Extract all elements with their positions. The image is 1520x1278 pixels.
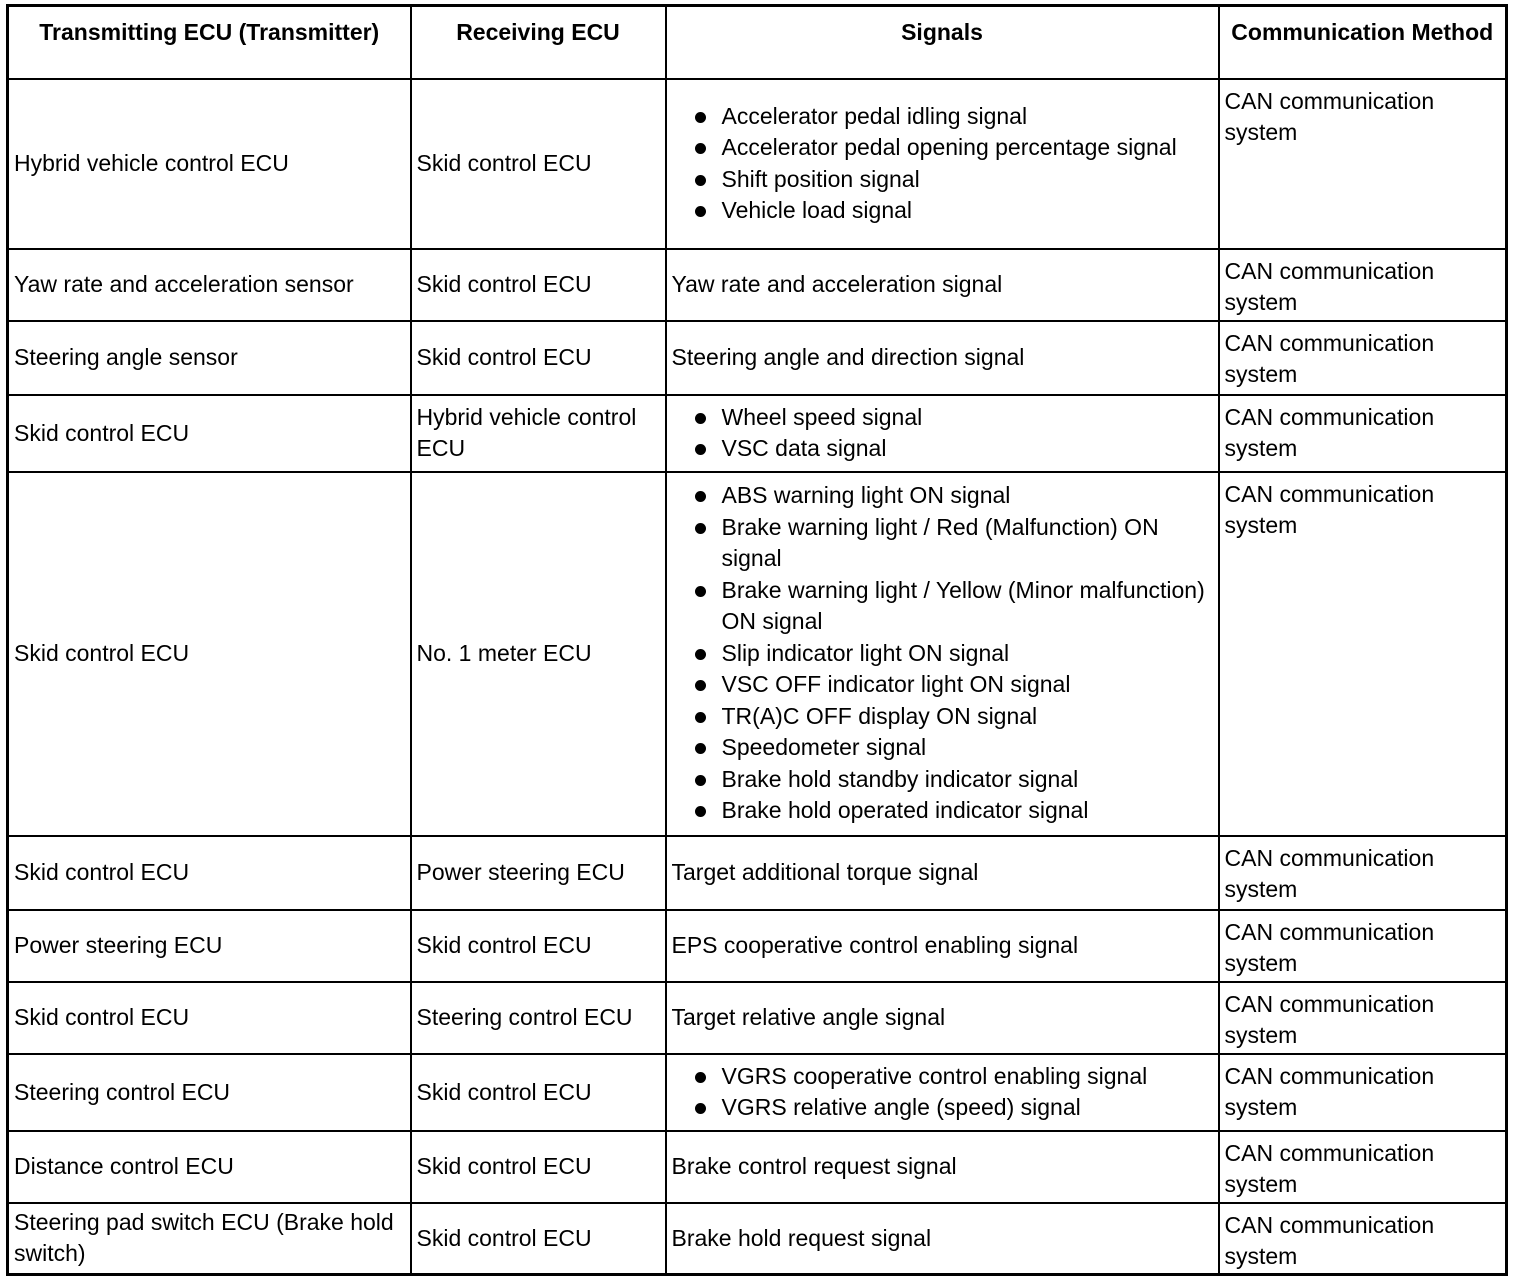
transmitter-cell: Distance control ECU	[8, 1131, 411, 1203]
signal-item: ABS warning light ON signal	[672, 480, 1213, 512]
method-cell: CAN communication system	[1219, 472, 1507, 836]
signal-item: TR(A)C OFF display ON signal	[672, 701, 1213, 733]
signal-item: VSC data signal	[672, 433, 1213, 465]
method-cell: CAN communication system	[1219, 321, 1507, 395]
table-row	[8, 1131, 1507, 1203]
transmitter-cell: Steering control ECU	[8, 1054, 411, 1131]
table-row	[8, 1054, 1507, 1131]
signal-item: Shift position signal	[672, 164, 1213, 196]
signal-list	[672, 95, 1213, 233]
method-cell: CAN communication system	[1219, 910, 1507, 982]
receiver-cell: Skid control ECU	[411, 1054, 666, 1131]
transmitter-cell: Power steering ECU	[8, 910, 411, 982]
receiver-cell: Hybrid vehicle control ECU	[411, 395, 666, 472]
header-transmitter: Transmitting ECU (Transmitter)	[8, 6, 411, 79]
receiver-cell: Steering control ECU	[411, 982, 666, 1054]
method-cell: CAN communication system	[1219, 982, 1507, 1054]
receiver-cell: Skid control ECU	[411, 321, 666, 395]
receiver-cell: Skid control ECU	[411, 1203, 666, 1275]
table-row	[8, 249, 1507, 321]
transmitter-cell: Skid control ECU	[8, 836, 411, 910]
receiver-cell: No. 1 meter ECU	[411, 472, 666, 836]
receiver-cell: Skid control ECU	[411, 79, 666, 249]
signal-item: VGRS cooperative control enabling signal	[672, 1061, 1213, 1093]
table-row	[8, 836, 1507, 910]
signals-cell: Brake control request signal	[666, 1131, 1219, 1203]
signal-item: VSC OFF indicator light ON signal	[672, 669, 1213, 701]
receiver-cell: Skid control ECU	[411, 1131, 666, 1203]
signals-cell: Yaw rate and acceleration signal	[666, 249, 1219, 321]
signals-cell: Target relative angle signal	[666, 982, 1219, 1054]
signal-item: Vehicle load signal	[672, 195, 1213, 227]
signal-item: Slip indicator light ON signal	[672, 638, 1213, 670]
receiver-cell: Skid control ECU	[411, 249, 666, 321]
header-receiver: Receiving ECU	[411, 6, 666, 79]
signal-item: VGRS relative angle (speed) signal	[672, 1092, 1213, 1124]
signal-item: Speedometer signal	[672, 732, 1213, 764]
signals-cell	[666, 79, 1219, 249]
signal-list	[672, 1055, 1213, 1130]
transmitter-cell: Hybrid vehicle control ECU	[8, 79, 411, 249]
table-row	[8, 1203, 1507, 1275]
document-page	[6, 4, 1508, 1276]
signal-item: Brake hold operated indicator signal	[672, 795, 1213, 827]
signals-cell: Target additional torque signal	[666, 836, 1219, 910]
receiver-cell: Power steering ECU	[411, 836, 666, 910]
table-row	[8, 982, 1507, 1054]
method-cell: CAN communication system	[1219, 79, 1507, 249]
method-cell: CAN communication system	[1219, 395, 1507, 472]
table-row	[8, 910, 1507, 982]
method-cell: CAN communication system	[1219, 1131, 1507, 1203]
table-row	[8, 472, 1507, 836]
table-row	[8, 79, 1507, 249]
method-cell: CAN communication system	[1219, 836, 1507, 910]
table-row	[8, 321, 1507, 395]
signal-list	[672, 474, 1213, 833]
signal-list	[672, 396, 1213, 471]
header-method: Communication Method	[1219, 6, 1507, 79]
signals-cell: Steering angle and direction signal	[666, 321, 1219, 395]
signal-item: Brake warning light / Yellow (Minor malfunction) ON signal	[672, 575, 1213, 638]
ecu-communication-table	[6, 4, 1508, 1276]
signals-cell: EPS cooperative control enabling signal	[666, 910, 1219, 982]
signal-item: Accelerator pedal opening percentage signal	[672, 132, 1213, 164]
table-body	[8, 79, 1507, 1275]
transmitter-cell: Skid control ECU	[8, 395, 411, 472]
signals-cell	[666, 395, 1219, 472]
signal-item: Wheel speed signal	[672, 402, 1213, 434]
signal-item: Brake hold standby indicator signal	[672, 764, 1213, 796]
header-signals: Signals	[666, 6, 1219, 79]
signals-cell	[666, 472, 1219, 836]
transmitter-cell: Yaw rate and acceleration sensor	[8, 249, 411, 321]
signals-cell: Brake hold request signal	[666, 1203, 1219, 1275]
signals-cell	[666, 1054, 1219, 1131]
header-row	[8, 6, 1507, 79]
method-cell: CAN communication system	[1219, 249, 1507, 321]
transmitter-cell: Skid control ECU	[8, 982, 411, 1054]
signal-item: Brake warning light / Red (Malfunction) ON signal	[672, 512, 1213, 575]
transmitter-cell: Skid control ECU	[8, 472, 411, 836]
method-cell: CAN communication system	[1219, 1203, 1507, 1275]
method-cell: CAN communication system	[1219, 1054, 1507, 1131]
transmitter-cell: Steering pad switch ECU (Brake hold switch)	[8, 1203, 411, 1275]
transmitter-cell: Steering angle sensor	[8, 321, 411, 395]
receiver-cell: Skid control ECU	[411, 910, 666, 982]
table-row	[8, 395, 1507, 472]
signal-item: Accelerator pedal idling signal	[672, 101, 1213, 133]
